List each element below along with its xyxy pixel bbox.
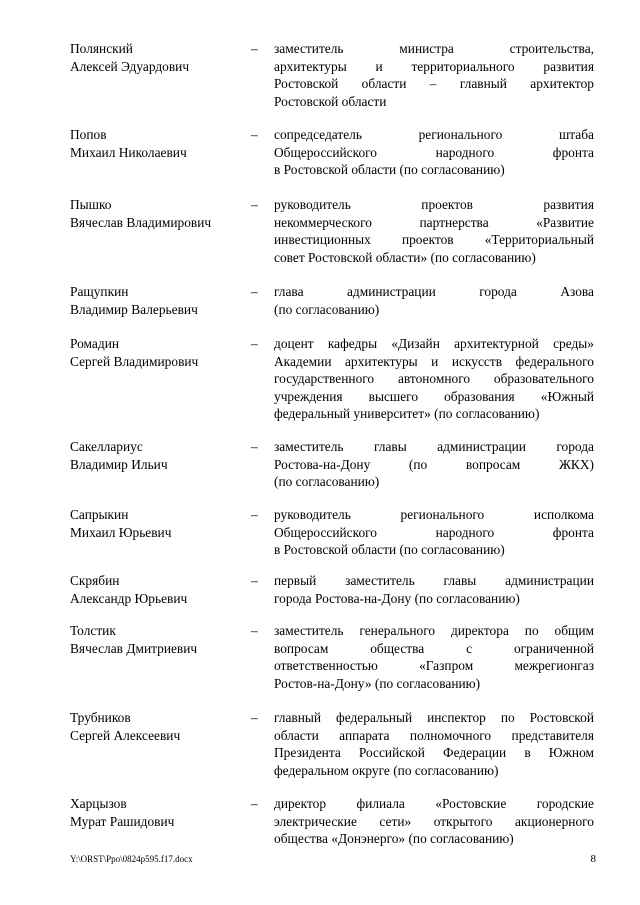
dash-separator: –: [251, 710, 258, 725]
position-line: Ростовской области – главный архитектор: [274, 76, 594, 91]
position-line: вопросам общества с ограниченной: [274, 640, 594, 656]
member-name: [70, 572, 245, 607]
position-line: электрические сети» открытого акционерного: [274, 813, 594, 829]
position-line: (по согласованию): [274, 301, 380, 317]
member-surname: Харцызов: [70, 796, 127, 811]
member-surname: Ромадин: [70, 336, 120, 351]
position-line: Президента Российской Федерации в Южном: [274, 745, 594, 760]
position-line: глава администрации города Азова: [274, 284, 594, 299]
member-position: [274, 335, 594, 423]
member-name: [70, 438, 245, 473]
member-surname: Ращупкин: [70, 284, 129, 299]
member-given-names: Мурат Рашидович: [70, 813, 175, 829]
position-line: Общероссийского народного фронта: [274, 144, 594, 160]
position-line: Ростова-на-Дону (по вопросам ЖКХ): [274, 456, 594, 472]
position-line: заместитель главы администрации города: [274, 439, 594, 454]
member-given-names: Михаил Юрьевич: [70, 524, 172, 540]
position-line: в Ростовской области (по согласованию): [274, 542, 505, 557]
member-name: [70, 622, 245, 657]
member-position: [274, 572, 594, 607]
member-name: [70, 283, 245, 318]
member-position: [274, 506, 594, 559]
member-given-names: Владимир Ильич: [70, 456, 168, 472]
member-position: [274, 438, 594, 491]
member-surname: Трубников: [70, 710, 131, 725]
member-position: [274, 795, 594, 848]
member-name: [70, 709, 245, 744]
member-given-names: Александр Юрьевич: [70, 590, 188, 606]
dash-separator: –: [251, 336, 258, 351]
member-given-names: Алексей Эдуардович: [70, 58, 190, 74]
member-surname: Сакеллариус: [70, 439, 143, 454]
dash-separator: –: [251, 623, 258, 638]
position-line: руководитель регионального исполкома: [274, 507, 594, 522]
member-name: [70, 196, 245, 231]
member-name: [70, 40, 245, 75]
member-given-names: Вячеслав Владимирович: [70, 214, 212, 230]
position-line: сопредседатель регионального штаба: [274, 127, 594, 142]
member-given-names: Вячеслав Дмитриевич: [70, 640, 198, 656]
position-line: (по согласованию): [274, 474, 380, 489]
position-line: ответственностью «Газпром межрегионгаз: [274, 658, 594, 673]
position-line: инвестиционных проектов «Территориальный: [274, 232, 594, 247]
position-line: Ростов-на-Дону» (по согласованию): [274, 675, 481, 691]
position-line: города Ростова-на-Дону (по согласованию): [274, 590, 520, 606]
member-name: [70, 795, 245, 830]
member-name: [70, 335, 245, 370]
position-line: в Ростовской области (по согласованию): [274, 162, 505, 177]
position-line: Ростовской области: [274, 93, 387, 109]
member-given-names: Сергей Владимирович: [70, 353, 199, 369]
position-line: руководитель проектов развития: [274, 197, 594, 212]
position-line: области аппарата полномочного представителя: [274, 727, 594, 743]
member-position: [274, 40, 594, 110]
member-given-names: Сергей Алексеевич: [70, 727, 181, 743]
dash-separator: –: [251, 127, 258, 142]
member-surname: Сапрыкин: [70, 507, 129, 522]
position-line: федеральном округе (по согласованию): [274, 762, 499, 778]
dash-separator: –: [251, 439, 258, 454]
member-position: [274, 283, 594, 318]
position-line: архитектуры и территориального развития: [274, 58, 594, 74]
member-given-names: Михаил Николаевич: [70, 144, 187, 160]
member-position: [274, 709, 594, 779]
position-line: государственного автономного образовательного: [274, 371, 594, 386]
dash-separator: –: [251, 573, 258, 588]
member-surname: Пышко: [70, 197, 112, 212]
dash-separator: –: [251, 507, 258, 522]
member-position: [274, 622, 594, 692]
position-line: заместитель министра строительства,: [274, 41, 594, 56]
position-line: общества «Донэнерго» (по согласованию): [274, 831, 514, 846]
position-line: директор филиала «Ростовские городские: [274, 796, 594, 811]
member-position: [274, 196, 594, 266]
member-surname: Скрябин: [70, 573, 120, 588]
footer-file-path: Y:\ORST\Ppo\0824p595.f17.docx: [70, 854, 193, 864]
position-line: совет Ростовской области» (по согласованию): [274, 249, 536, 265]
dash-separator: –: [251, 197, 258, 212]
dash-separator: –: [251, 41, 258, 56]
member-surname: Толстик: [70, 623, 116, 638]
dash-separator: –: [251, 284, 258, 299]
member-position: [274, 126, 594, 179]
position-line: федеральный университет» (по согласованию): [274, 406, 540, 421]
member-name: [70, 506, 245, 541]
position-line: главный федеральный инспектор по Ростовской: [274, 710, 594, 725]
position-line: Академии архитектуры и искусств федерального: [274, 353, 594, 369]
page-number: 8: [590, 853, 596, 865]
member-surname: Полянский: [70, 41, 133, 56]
position-line: Общероссийского народного фронта: [274, 524, 594, 540]
position-line: первый заместитель главы администрации: [274, 573, 594, 588]
position-line: некоммерческого партнерства «Развитие: [274, 214, 594, 230]
dash-separator: –: [251, 796, 258, 811]
member-surname: Попов: [70, 127, 107, 142]
position-line: заместитель генерального директора по общим: [274, 623, 594, 638]
position-line: доцент кафедры «Дизайн архитектурной среды»: [274, 336, 594, 351]
member-given-names: Владимир Валерьевич: [70, 301, 198, 317]
member-name: [70, 126, 245, 161]
position-line: учреждения высшего образования «Южный: [274, 388, 594, 404]
